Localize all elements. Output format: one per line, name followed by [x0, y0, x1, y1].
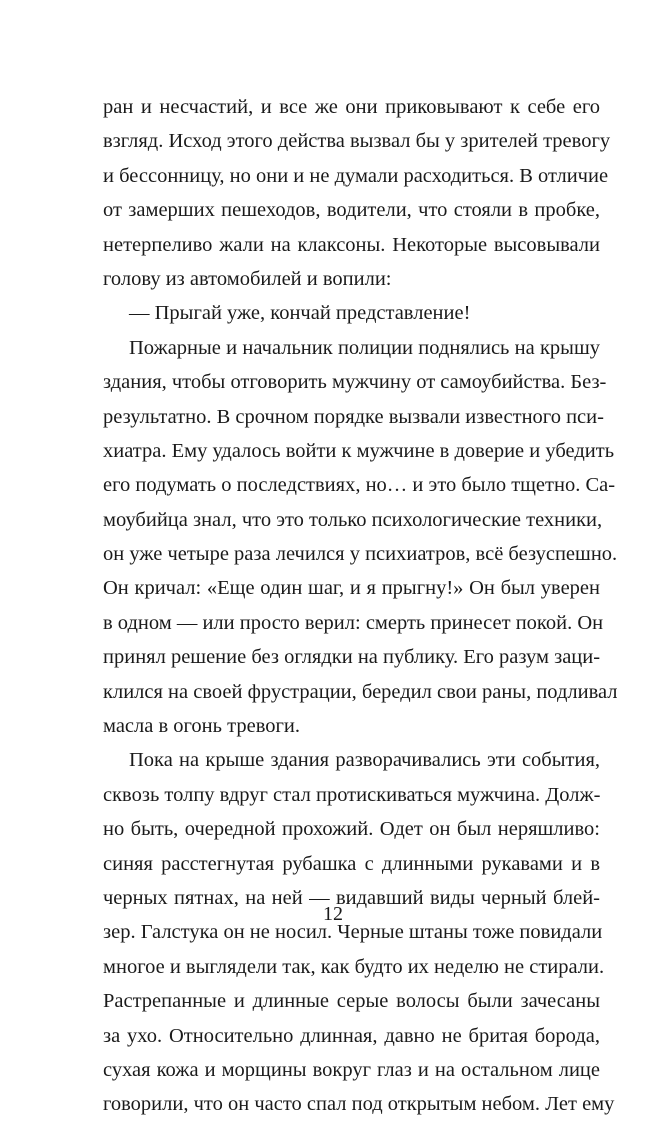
text-line: результатно. В срочном порядке вызвали известного пси-	[103, 405, 604, 428]
text-line: здания, чтобы отговорить мужчину от самоубийства. Без-	[103, 371, 607, 394]
text-line: хиатра. Ему удалось войти к мужчине в доверие и убедить	[103, 439, 615, 462]
text-line: взгляд. Исход этого действа вызвал бы у зрителей тревогу	[103, 130, 611, 153]
text-line: масла в огонь тревоги.	[103, 715, 300, 738]
text-line: за ухо. Относительно длинная, давно не бритая борода,	[103, 1024, 600, 1047]
text-line: принял решение без оглядки на публику. Его разум заци-	[103, 646, 601, 669]
page-number: 12	[323, 903, 343, 925]
text-line: зер. Галстука он не носил. Черные штаны тоже повидали	[103, 921, 603, 944]
text-line: нетерпеливо жали на клаксоны. Некоторые высовывали	[103, 233, 600, 256]
text-line: сквозь толпу вдруг стал протискиваться мужчина. Долж-	[103, 783, 601, 806]
text-line: голову из автомобилей и вопили:	[103, 267, 392, 290]
text-line: и бессонницу, но они и не думали расходиться. В отличие	[103, 164, 609, 187]
text-line: говорили, что он часто спал под открытым небом. Лет ему	[103, 1093, 615, 1116]
text-line: Он кричал: «Еще один шаг, и я прыгну!» Он был уверен	[103, 577, 600, 600]
text-line: ран и несчастий, и все же они приковывают к себе его	[103, 96, 600, 118]
text-line: — Прыгай уже, кончай представление!	[129, 302, 471, 325]
text-line: Пожарные и начальник полиции поднялись на крышу	[129, 336, 600, 359]
text-line: он уже четыре раза лечился у психиатров, всё безуспешно.	[103, 543, 618, 566]
text-line: Пока на крыше здания разворачивались эти события,	[129, 749, 600, 772]
text-line: Растрепанные и длинные серые волосы были зачесаны	[103, 990, 600, 1013]
text-line: но быть, очередной прохожий. Одет он был неряшливо:	[103, 818, 600, 841]
text-line: синяя расстегнутая рубашка с длинными рукавами и в	[103, 852, 600, 875]
text-line: моубийца знал, что это только психологические техники,	[103, 508, 603, 531]
text-line: от замерших пешеходов, водители, что стояли в пробке,	[103, 199, 600, 222]
text-line: сухая кожа и морщины вокруг глаз и на остальном лице	[103, 1058, 600, 1081]
text-line: его подумать о последствиях, но… и это было тщетно. Са-	[103, 474, 616, 497]
text-line: в одном — или просто верил: смерть принесет покой. Он	[103, 611, 604, 634]
page-text-body	[103, 90, 618, 1122]
text-line: клился на своей фрустрации, бередил свои раны, подливал	[103, 680, 618, 703]
text-line: черных пятнах, на ней — видавший виды черный блей-	[103, 886, 600, 909]
text-line: многое и выглядели так, как будто их неделю не стирали.	[103, 955, 605, 978]
